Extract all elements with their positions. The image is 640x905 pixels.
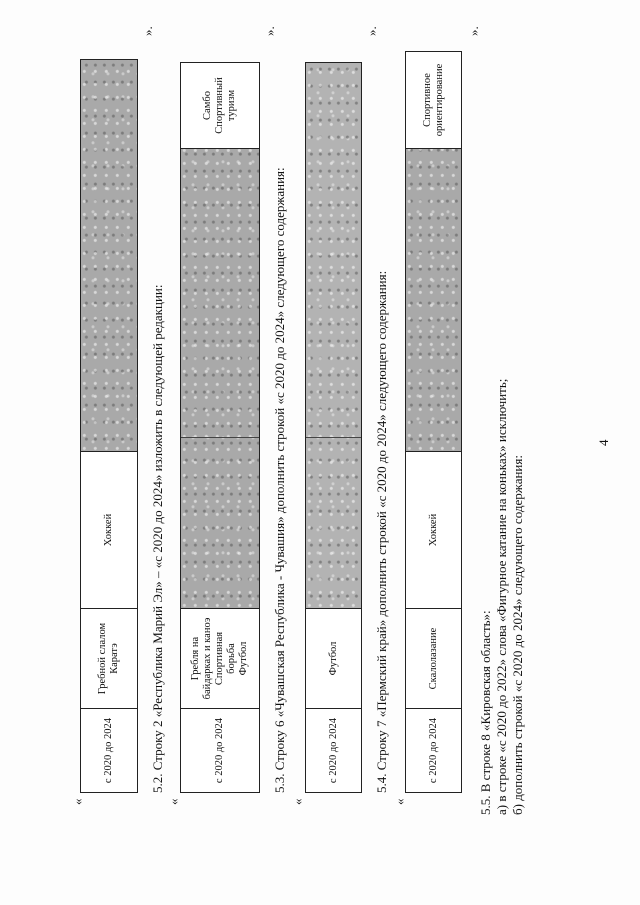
table-3 xyxy=(305,62,362,793)
table-2-sport-line-3: Спортивная xyxy=(214,631,225,686)
table-4 xyxy=(405,51,462,793)
paragraph-5-2: 5.2. Строку 2 «Республика Марий Эл» – «с 2020 до 2024» изложить в следующей редакции: xyxy=(150,284,165,793)
close-quote-3: ». xyxy=(364,26,379,36)
open-quote-3: « xyxy=(290,798,305,805)
table-1-period: с 2020 до 2024 xyxy=(81,708,137,792)
table-1-sports xyxy=(81,608,137,708)
table-1-sport-1: Гребной слалом xyxy=(97,622,108,695)
table-1-shaded-area xyxy=(81,60,137,451)
paragraph-5-4: 5.4. Строку 7 «Пермский край» дополнить строкой «с 2020 до 2024» следующего содержания: xyxy=(374,270,389,793)
table-4-shaded-area xyxy=(406,148,461,451)
table-2-sport-line-1: Гребля на xyxy=(190,636,201,681)
table-2-extra-1: Самбо xyxy=(202,91,213,120)
table-2-shaded-area xyxy=(181,148,259,608)
open-quote-2: « xyxy=(166,798,181,805)
table-1-sport-2: Каратэ xyxy=(109,643,120,674)
paragraph-5-5-item-a: а) в строке «с 2020 до 2022» слова «Фигурное катание на коньках» исключить; xyxy=(494,378,509,815)
paragraph-5-5-item-b: б) дополнить строкой «с 2020 до 2024» следующего содержания: xyxy=(510,455,525,815)
paragraph-5-3: 5.3. Строку 6 «Чувашская Республика - Чувашия» дополнить строкой «с 2020 до 2024» следующего содержания: xyxy=(272,167,287,793)
table-3-shaded-area xyxy=(306,63,361,608)
table-2-period: с 2020 до 2024 xyxy=(181,708,259,792)
close-quote-2: ». xyxy=(262,26,277,36)
table-4-sport-1: Скалолазание xyxy=(406,608,461,708)
page-number: 4 xyxy=(596,439,611,446)
table-2 xyxy=(180,62,260,793)
table-3-sport: Футбол xyxy=(306,608,361,708)
table-1-hockey: Хоккей xyxy=(81,451,137,608)
table-2-sports xyxy=(181,608,259,708)
table-2-sport-line-2: байдарках и каноэ xyxy=(202,617,213,700)
table-4-period: с 2020 до 2024 xyxy=(406,708,461,792)
open-quote-4: « xyxy=(392,798,407,805)
table-2-sport-line-5: Футбол xyxy=(238,641,249,676)
close-quote-4: ». xyxy=(466,26,481,36)
table-2-sport-line-4: борьба xyxy=(226,643,237,674)
paragraph-5-5-title: 5.5. В строке 8 «Кировская область»: xyxy=(478,610,493,815)
paragraph-5-5 xyxy=(478,379,526,815)
table-2-extra-2: Спортивный туризм xyxy=(214,77,237,134)
table-4-sport-3: Спортивное ориентирование xyxy=(421,63,445,137)
open-quote-1: « xyxy=(70,798,85,805)
table-4-sport-2: Хоккей xyxy=(406,451,461,608)
table-3-divider xyxy=(306,437,361,438)
table-3-period: с 2020 до 2024 xyxy=(306,708,361,792)
close-quote-1: ». xyxy=(140,26,155,36)
table-2-divider xyxy=(181,437,259,438)
table-1 xyxy=(80,59,138,793)
table-2-extra-sports xyxy=(181,63,259,148)
